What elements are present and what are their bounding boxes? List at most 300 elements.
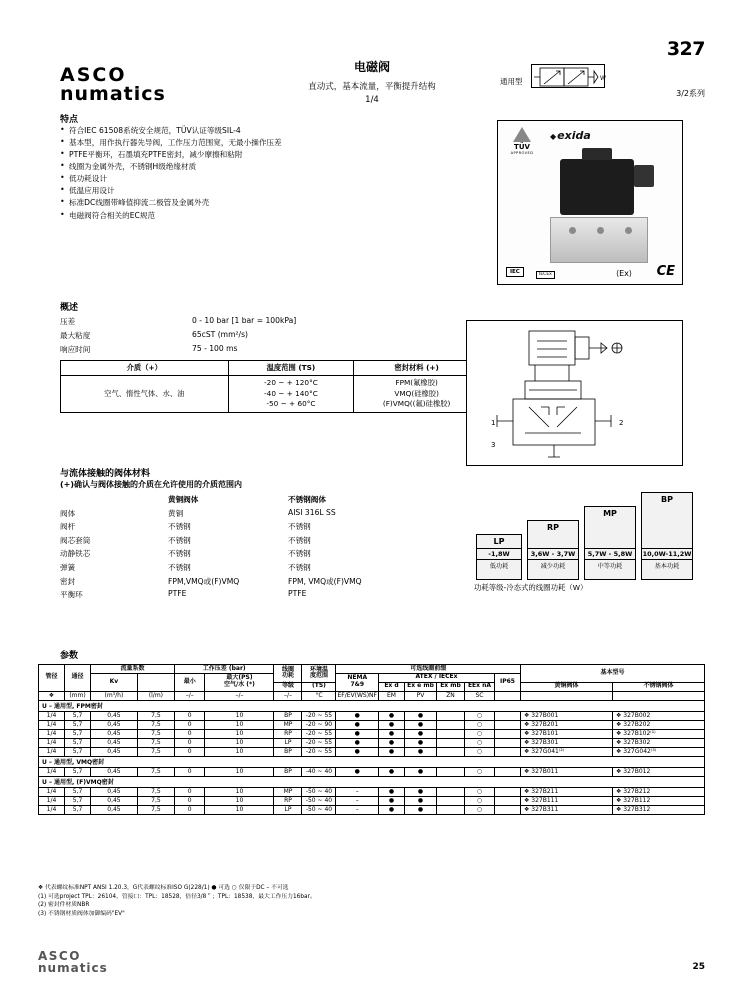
cell-kv2: 7,5 [137,711,174,720]
cell-model-brass: ❖ 327B301 [521,738,613,747]
cell-exmb [437,747,465,756]
column-header-kv-group: 流量系数 [91,665,175,674]
cell-pipe: 1/4 [39,711,65,720]
cell-exd: ● [379,805,405,814]
page-title-block [262,58,482,105]
code-blank [495,691,521,700]
seal-line: VMQ(硅橡胶) [394,388,439,398]
svg-text:1: 1 [491,419,496,427]
cell-kv2: 7,5 [137,805,174,814]
cell-model-brass: ❖ 327B001 [521,711,613,720]
page-title: 电磁阀 [353,60,390,74]
cell-pmin: 0 [174,787,205,796]
part-name: 阀杆 [60,522,76,532]
cell-coil: LP [274,738,302,747]
cell-pmin: 0 [174,767,205,776]
column-header-stainless: 不锈钢阀体 [288,495,326,504]
cell-pmax: 10 [205,787,274,796]
cell-exmb [437,805,465,814]
unit-coil: –/– [274,691,302,700]
solenoid-coil-graphic [560,159,634,215]
cell-model-ss: ❖ 327B002 [613,711,705,720]
group-label: U – 通用型, (F)VMQ密封 [39,776,705,787]
cell-seal-material [354,376,480,413]
list-item: • 标准DC线圈带峰值抑流二极管及金属外壳 [60,198,480,207]
unit-pipe: ❖ [39,691,65,700]
column-header-model-group: 基本型号 [521,665,705,683]
power-level-cn: 基本功耗 [642,559,692,571]
ss-material: 不锈钢 [288,549,311,559]
column-header-pipe: 管径 [39,665,65,692]
page-size: 1/4 [365,95,379,105]
cell-orifice: 5,7 [65,767,91,776]
column-header-eexna: EEx nA [465,682,495,691]
list-item: • 低温应用设计 [60,186,480,195]
column-header-exmb: Ex mb [437,682,465,691]
power-level-bp [641,492,693,580]
column-header-blank [60,494,168,505]
spec-value: 0 - 10 bar [1 bar = 100kPa] [192,316,297,325]
table-row [60,521,460,532]
cell-pmax: 10 [205,796,274,805]
triangle-icon [513,127,531,142]
table-row[interactable] [39,787,705,796]
group-label: U – 通用型, FPM密封 [39,700,705,711]
iecex-mark: IECEx [536,271,555,280]
cell-pmin: 0 [174,729,205,738]
cell-exemb: ● [405,711,437,720]
column-header-ambient [302,665,336,683]
coil-group-line1: 线圈 [281,665,294,673]
cell-ip65 [495,747,521,756]
brand-logo-line1: ASCO [60,64,127,86]
product-photo [497,120,683,285]
list-item: • 电磁阀符合相关的EC规范 [60,211,480,220]
footnote: (3) 不锈钢材质阀体加御编码"EV" [38,911,125,918]
table-row [60,576,460,587]
footnote: (1) 可选project TPL：26104，管接口：TPL：18528，倍径3/8＂；TPL：18538，最大工作压力16bar。 [38,893,316,900]
power-level-watt: 3,6W - 3,7W [528,548,578,559]
cell-model-brass: ❖ 327B211 [521,787,613,796]
cell-amb: -20 ~ 55 [302,729,336,738]
iec-mark: IEC [506,267,524,277]
power-level-mp [584,506,636,580]
brand-logo-line2: numatics [60,83,166,105]
cell-pipe: 1/4 [39,729,65,738]
cell-kv1: 0,45 [91,711,138,720]
brass-material: 黄铜 [168,508,184,518]
tuv-label: TÜV [514,143,530,151]
seal-line: (F)VMQ((氟)硅橡胶) [382,399,451,409]
part-name: 密封 [60,576,76,586]
cell-kv2: 7,5 [137,747,174,756]
port-hole-icon [569,227,576,234]
column-header-model-ss: 不锈钢阀体 [613,682,705,691]
cell-exmb [437,796,465,805]
cell-amb: -50 ~ 40 [302,787,336,796]
cell-exd: ● [379,767,405,776]
tuv-certification-mark [505,127,539,155]
cell-exmb [437,729,465,738]
cell-coil: MP [274,720,302,729]
cell-kv1: 0,45 [91,796,138,805]
materials-title: 与流体接触的阀体材料 [60,469,151,479]
cell-exd: ● [379,796,405,805]
materials-table [60,494,460,603]
media-temperature-table [60,360,480,413]
cell-pipe: 1/4 [39,738,65,747]
cell-nema: ● [336,729,379,738]
page-number-bottom: 25 [692,962,705,972]
temp-line: -40 ~ + 140°C [264,388,318,398]
cell-exmb [437,711,465,720]
column-header-kv-blank [137,673,174,691]
cell-pmin: 0 [174,747,205,756]
cell-eexna: ○ [465,805,495,814]
cell-kv1: 0,45 [91,720,138,729]
coil-group-line2: 功耗 [281,672,294,680]
table-units-row [39,691,705,700]
cell-nema: ● [336,738,379,747]
temp-line: -50 ~ + 60°C [266,399,316,409]
column-header-ip65: IP65 [495,673,521,691]
ss-material: 不锈钢 [288,562,311,572]
cell-pipe: 1/4 [39,805,65,814]
footnotes [38,884,658,919]
cell-nema: – [336,787,379,796]
ss-material: 不锈钢 [288,535,311,545]
table-row [60,589,460,600]
column-header-atex: ATEX / IECEx [379,673,495,682]
brass-material: 不锈钢 [168,535,191,545]
cell-coil: RP [274,729,302,738]
cell-model-ss: ❖ 327B112 [613,796,705,805]
cell-pipe: 1/4 [39,796,65,805]
cell-exemb: ● [405,729,437,738]
column-header-media: 介质（+） [61,361,229,376]
cell-model-brass: ❖ 327B111 [521,796,613,805]
unit-kv1: (m³/h) [91,691,138,700]
exida-logo: ◆ exida [550,129,591,142]
column-header-model-brass: 黄铜阀体 [521,682,613,691]
cell-ip65 [495,738,521,747]
cell-model-ss: ❖ 327B202 [613,720,705,729]
table-row[interactable] [39,711,705,720]
cell-orifice: 5,7 [65,738,91,747]
ss-material: PTFE [288,589,307,599]
cell-amb: -50 ~ 40 [302,805,336,814]
cell-eexna: ○ [465,747,495,756]
cell-orifice: 5,7 [65,805,91,814]
cell-orifice: 5,7 [65,711,91,720]
cell-eexna: ○ [465,787,495,796]
cell-pmax: 10 [205,747,274,756]
ss-material: 不锈钢 [288,522,311,532]
cell-coil: RP [274,796,302,805]
unit-pmax: –/– [205,691,274,700]
footnote: (2) 密封件材质NBR [38,902,90,909]
cell-eexna: ○ [465,767,495,776]
power-level-rp [527,520,579,580]
cell-coil: MP [274,787,302,796]
cell-exd: ● [379,747,405,756]
valve-symbol-diagram [531,64,605,88]
page-subtitle: 直动式，基本流量，平衡提升结构 [308,82,436,92]
cell-eexna: ○ [465,720,495,729]
column-header-press-min: 最小 [174,673,205,691]
cell-eexna: ○ [465,711,495,720]
column-header-amb-l3: (TS) [302,682,336,691]
cell-amb: -20 ~ 55 [302,711,336,720]
footer-logo [38,950,108,974]
column-header-pressure-group: 工作压差 (bar) [174,665,274,674]
port-hole-icon [625,227,632,234]
svg-text:2: 2 [619,419,624,427]
list-item: • 低功耗设计 [60,174,480,183]
power-level-watt: 10,0W-11,2W [642,550,692,558]
part-name: 阀芯套筒 [60,535,91,545]
column-header-temp: 温度范围 (TS) [228,361,354,376]
cell-exmb [437,738,465,747]
ss-material: FPM, VMQ或(F)VMQ [288,576,362,586]
cell-exd: ● [379,711,405,720]
code-pv: PV [405,691,437,700]
cell-ip65 [495,767,521,776]
cell-exd: ● [379,729,405,738]
cell-exemb: ● [405,767,437,776]
spec-key: 压差 [60,317,76,326]
spec-key: 最大粘度 [60,331,91,340]
cell-kv2: 7,5 [137,720,174,729]
brass-material: FPM,VMQ或(F)VMQ [168,576,240,586]
column-header-exd: Ex d [379,682,405,691]
cell-kv1: 0,45 [91,805,138,814]
materials-subtitle: (+)确认与阀体接触的介质在允许使用的介质范围内 [60,480,243,489]
cell-coil: BP [274,711,302,720]
cell-model-ss: ❖ 327B312 [613,805,705,814]
cell-amb: -40 ~ 40 [302,767,336,776]
cell-exd: ● [379,738,405,747]
cell-pmin: 0 [174,720,205,729]
table-row[interactable] [39,720,705,729]
cell-model-ss: ❖ 327B212 [613,787,705,796]
column-header-coil-prefix: 可选线圈前缀 [336,665,521,674]
column-header-kv: Kv [91,673,138,691]
part-name: 弹簧 [60,562,76,572]
list-item: • 基本型，用作执行器先导阀，工作压力范围宽，无最小操作压差 [60,138,480,147]
cell-kv2: 7,5 [137,796,174,805]
cell-coil: BP [274,767,302,776]
table-header-row [60,494,460,505]
ex-mark: ⟨Ex⟩ [616,269,633,278]
table-header-row [39,665,705,674]
power-level-cn: 中等功耗 [585,559,635,571]
table-row [60,548,460,559]
cell-coil: LP [274,805,302,814]
brass-material: 不锈钢 [168,522,191,532]
cell-pmin: 0 [174,796,205,805]
cell-exemb: ● [405,796,437,805]
table-row[interactable] [39,796,705,805]
table-group-row [39,700,705,711]
overview-title: 概述 [60,303,79,313]
cell-nema: – [336,805,379,814]
power-level-name: RP [546,523,560,532]
table-row[interactable] [39,747,705,756]
part-name: 阀体 [60,508,76,518]
cell-model-ss: ❖ 327B102⁽¹⁾ [613,729,705,738]
cell-kv1: 0,45 [91,767,138,776]
cell-pmin: 0 [174,711,205,720]
cell-exd: ● [379,787,405,796]
cell-ip65 [495,711,521,720]
cell-model-ss: ❖ 327B302 [613,738,705,747]
symbol-label: 通用型 [500,77,523,86]
parameters-title: 参数 [60,651,79,661]
spec-key: 响应时间 [60,345,91,354]
column-header-coil-group [274,665,302,683]
spec-row [60,344,480,355]
table-group-row [39,776,705,787]
svg-text:3: 3 [491,441,496,449]
cell-pmax: 10 [205,720,274,729]
column-header-nema: NEMA 7&9 [336,673,379,691]
table-row [60,508,460,519]
cell-pmax: 10 [205,738,274,747]
brass-material: PTFE [168,589,187,599]
cell-nema: ● [336,711,379,720]
parameters-table [38,664,705,815]
column-header-exemb: Ex e mb [405,682,437,691]
cell-orifice: 5,7 [65,796,91,805]
cell-pmin: 0 [174,738,205,747]
table-group-row [39,756,705,767]
cell-ip65 [495,805,521,814]
cell-orifice: 5,7 [65,720,91,729]
svg-text:W: W [600,75,606,82]
table-row[interactable] [39,738,705,747]
cell-eexna: ○ [465,796,495,805]
cell-kv2: 7,5 [137,738,174,747]
code-zn: ZN [437,691,465,700]
cell-pipe: 1/4 [39,787,65,796]
power-level-caption: 功耗等级-冷态式的线圈功耗（W） [474,583,588,592]
cell-kv1: 0,45 [91,747,138,756]
cell-pmax: 10 [205,805,274,814]
cell-exemb: ● [405,805,437,814]
ce-mark: CE [656,264,675,279]
cell-kv1: 0,45 [91,738,138,747]
table-row [60,562,460,573]
unit-ss-blank [613,691,705,700]
cell-kv2: 7,5 [137,767,174,776]
spec-value: 65cST (mm²/s) [192,330,248,339]
power-level-name: MP [603,509,617,518]
unit-kv2: (l/m) [137,691,174,700]
coil-connector-graphic [634,165,654,187]
cell-amb: -20 ~ 55 [302,747,336,756]
cell-ip65 [495,720,521,729]
cell-pmax: 10 [205,729,274,738]
cell-model-brass: ❖ 327B101 [521,729,613,738]
column-header-seal: 密封材料 (+) [354,361,480,376]
cell-nema: ● [336,767,379,776]
cell-amb: -20 ~ 90 [302,720,336,729]
cell-exmb [437,787,465,796]
tuv-approved-label: APPROVED [510,151,534,155]
code-sc: SC [465,691,495,700]
cell-pipe: 1/4 [39,747,65,756]
cell-exmb [437,720,465,729]
overview-spec-list [60,316,480,358]
spec-row [60,330,480,341]
column-header-coil-l3: 等级 [274,682,302,691]
part-name: 动静铁芯 [60,549,91,559]
cell-kv1: 0,45 [91,787,138,796]
table-row [60,535,460,546]
table-row[interactable] [39,729,705,738]
valve-cross-section-diagram [466,320,683,466]
cell-exmb [437,767,465,776]
amb-line1: 环境温 [309,665,328,673]
unit-orifice: (mm) [65,691,91,700]
cell-model-ss: ❖ 327G042⁽³⁾ [613,747,705,756]
cell-orifice: 5,7 [65,729,91,738]
features-list [60,126,480,223]
power-level-lp [476,534,522,580]
press-max-line1: 最大(PS) [226,674,253,682]
table-header-row [61,361,480,376]
power-level-cn: 减少功耗 [528,559,578,571]
column-header-brass: 黄铜阀体 [168,495,199,504]
cell-exemb: ● [405,747,437,756]
valve-body-graphic [550,217,648,263]
port-hole-icon [597,227,604,234]
table-row[interactable] [39,805,705,814]
cell-pmin: 0 [174,805,205,814]
amb-line2: 度范围 [309,672,328,680]
power-level-name: BP [661,495,673,504]
cell-pipe: 1/4 [39,767,65,776]
brand-logo [60,66,166,104]
column-header-press-max [205,673,274,691]
cell-exemb: ● [405,787,437,796]
power-level-watt: 5,7W - 5,8W [585,548,635,559]
cell-model-ss: ❖ 327B012 [613,767,705,776]
cell-ip65 [495,796,521,805]
cell-temp-range [228,376,354,413]
table-row[interactable] [39,767,705,776]
temp-line: -20 ~ + 120°C [264,378,318,387]
list-item: • 符合IEC 61508系统安全规范，TÜV认证等级SIL-4 [60,126,480,135]
list-item: • PTFE平衡环，石墨填充PTFE密封，减少摩擦和粘附 [60,150,480,159]
cell-model-brass: ❖ 327B311 [521,805,613,814]
power-level-name: LP [493,537,505,546]
cell-eexna: ○ [465,738,495,747]
code-nema: EF/EV(WS)NF [337,692,377,700]
cell-amb: -50 ~ 40 [302,796,336,805]
cell-nema: ● [336,747,379,756]
cell-eexna: ○ [465,729,495,738]
footnote: ❖ 代表螺纹标准NPT ANSI 1.20.3，G代表螺纹标准ISO G(228/1) ● 可选 ○ 仅限于DC – 不可选 [38,885,289,891]
column-header-orifice: 通径 [65,665,91,692]
code-em: EM [379,691,405,700]
features-title: 特点 [60,115,79,125]
power-level-watt: -1,8W [477,548,521,559]
cell-orifice: 5,7 [65,787,91,796]
cell-kv2: 7,5 [137,787,174,796]
unit-pmin: –/– [174,691,205,700]
